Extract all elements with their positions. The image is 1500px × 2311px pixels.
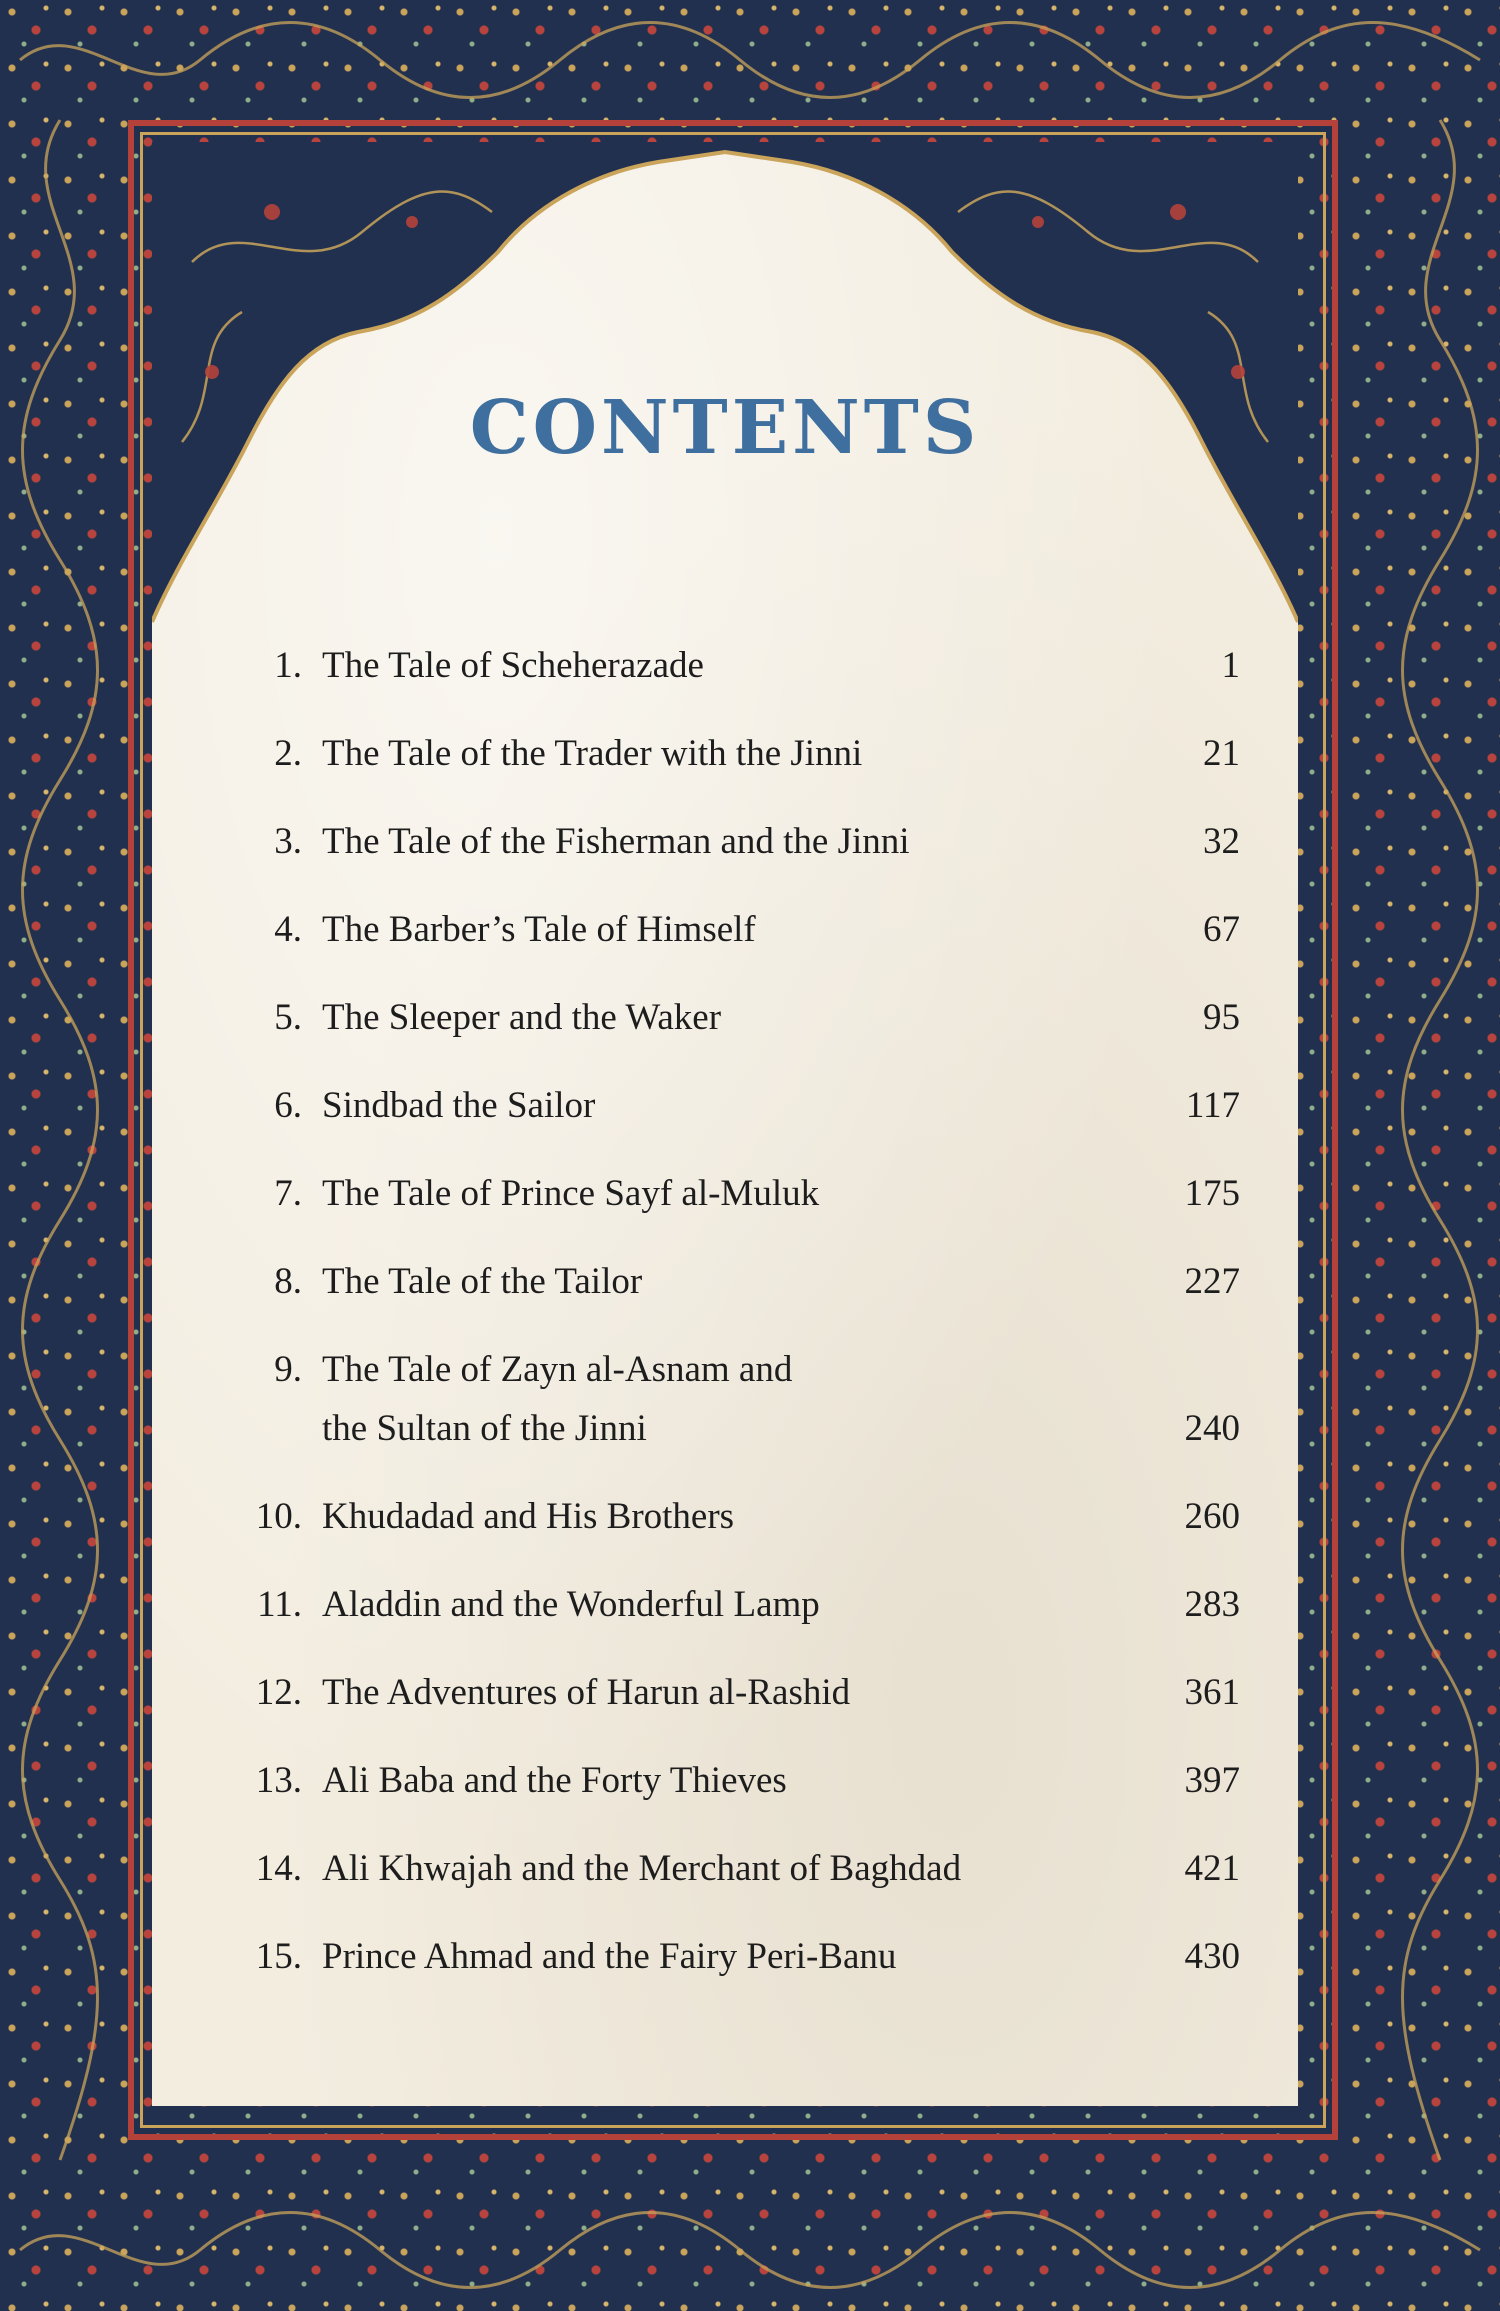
toc-entry <box>230 1927 1240 1986</box>
toc-entry-title: The Tale of Scheherazade <box>322 645 704 686</box>
page-title: CONTENTS <box>469 385 981 471</box>
toc-entry <box>230 1839 1240 1898</box>
toc-entry <box>230 988 1240 1047</box>
toc-entry-title: Prince Ahmad and the Fairy Peri-Banu <box>322 1936 897 1977</box>
toc-entry-number: 13. <box>255 1760 302 1801</box>
toc-entry-number: 4. <box>274 909 302 950</box>
toc-entry-page-number: 1 <box>1221 645 1240 686</box>
toc-entry-title: The Sleeper and the Waker <box>322 997 722 1038</box>
toc-entry <box>230 900 1240 959</box>
toc-entry-title: Ali Baba and the Forty Thieves <box>322 1760 787 1801</box>
toc-entry <box>230 1076 1240 1135</box>
toc-entry-page-number: 95 <box>1203 997 1240 1038</box>
toc-entry-number: 2. <box>274 733 302 774</box>
toc-entry <box>230 1252 1240 1311</box>
toc-entry-title: The Tale of Prince Sayf al-Muluk <box>322 1173 820 1214</box>
toc-entry-page-number: 32 <box>1203 821 1240 862</box>
toc-entry-number: 15. <box>255 1936 302 1977</box>
toc-entry-title: Khudadad and His Brothers <box>322 1496 735 1537</box>
toc-entry-number: 11. <box>257 1584 302 1625</box>
toc-entry-number: 9. <box>274 1349 302 1390</box>
toc-entry <box>230 1575 1240 1634</box>
toc-entry-title: Ali Khwajah and the Merchant of Baghdad <box>322 1848 962 1889</box>
table-of-contents <box>230 636 1240 2015</box>
toc-entry <box>230 812 1240 871</box>
toc-entry-title: The Barber’s Tale of Himself <box>322 909 756 950</box>
toc-entry-number: 12. <box>255 1672 302 1713</box>
toc-entry-title: The Adventures of Harun al-Rashid <box>322 1672 851 1713</box>
toc-entry-page-number: 260 <box>1184 1496 1240 1537</box>
toc-entry-title: Aladdin and the Wonderful Lamp <box>322 1584 820 1625</box>
toc-entry-number: 8. <box>274 1261 302 1302</box>
toc-entry-title: The Tale of the Trader with the Jinni <box>322 733 863 774</box>
toc-entry-number: 6. <box>274 1085 302 1126</box>
toc-entry-page-number: 117 <box>1185 1085 1240 1126</box>
toc-entry-title: The Tale of Zayn al-Asnam and the Sultan of the Jinni <box>322 1349 793 1449</box>
toc-entry <box>230 1164 1240 1223</box>
toc-entry <box>230 1751 1240 1810</box>
toc-entry-number: 14. <box>255 1848 302 1889</box>
toc-entry <box>230 1663 1240 1722</box>
toc-entry <box>230 724 1240 783</box>
toc-entry-number: 3. <box>274 821 302 862</box>
toc-entry-page-number: 67 <box>1203 909 1240 950</box>
toc-entry-page-number: 175 <box>1184 1173 1240 1214</box>
toc-entry-title: The Tale of the Fisherman and the Jinni <box>322 821 910 862</box>
toc-entry <box>230 636 1240 695</box>
toc-entry-title: Sindbad the Sailor <box>322 1085 596 1126</box>
toc-entry-page-number: 283 <box>1184 1584 1240 1625</box>
toc-entry-title: The Tale of the Tailor <box>322 1261 643 1302</box>
toc-entry-number: 10. <box>255 1496 302 1537</box>
toc-entry-page-number: 227 <box>1184 1261 1240 1302</box>
toc-entry-page-number: 430 <box>1184 1936 1240 1977</box>
toc-entry <box>230 1487 1240 1546</box>
toc-entry-number: 5. <box>274 997 302 1038</box>
toc-entry-page-number: 397 <box>1184 1760 1240 1801</box>
toc-entry-number: 1. <box>274 645 302 686</box>
toc-entry-page-number: 361 <box>1184 1672 1240 1713</box>
toc-entry-number: 7. <box>274 1173 302 1214</box>
toc-entry-page-number: 421 <box>1184 1848 1240 1889</box>
toc-entry <box>230 1340 1240 1458</box>
toc-entry-page-number: 240 <box>1184 1408 1240 1449</box>
toc-entry-page-number: 21 <box>1203 733 1240 774</box>
